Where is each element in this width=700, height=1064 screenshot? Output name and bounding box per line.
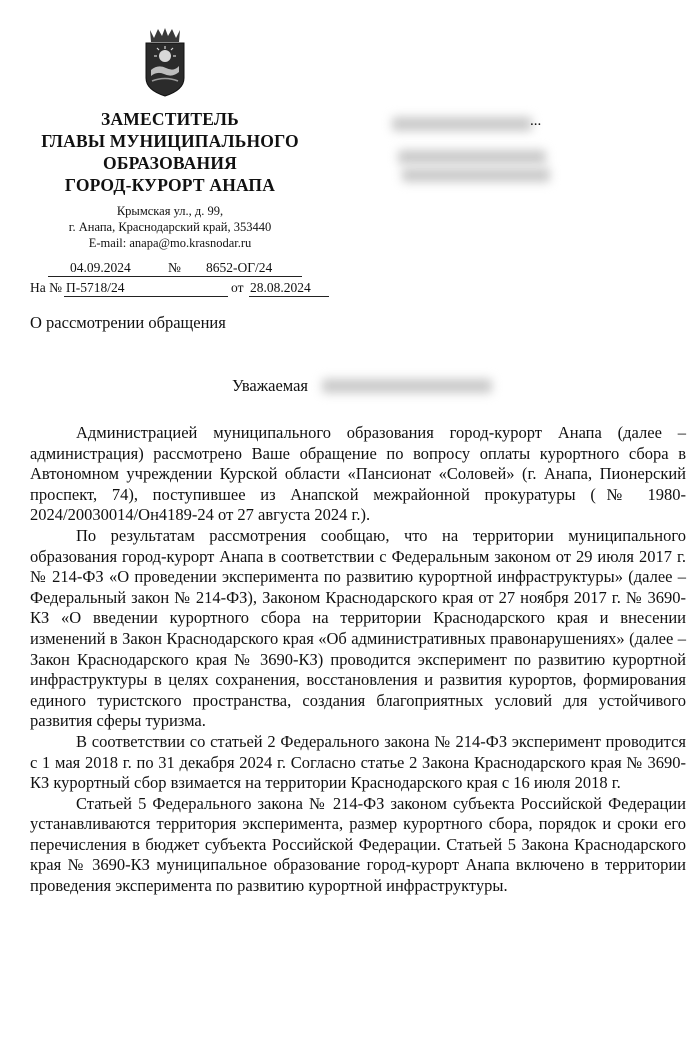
address-line: г. Анапа, Краснодарский край, 353440 xyxy=(68,220,272,234)
body-paragraph: Статьей 5 Федерального закона № 214-ФЗ законом субъекта Российской Федерации устанавливаются территория эксперимента, размер курортного сбора, порядок и сроки его перечисления в бюджет субъекта Российской Федерации. Статьей 5 Закона Краснодарского края № 3690-КЗ муниципальное образование город-курорт Анапа включено в территории проведения эксперимента по развитию курортной инфраструктуры. xyxy=(30,793,686,896)
letter-subject: О рассмотрении обращения xyxy=(30,313,226,332)
outgoing-number: 8652-ОГ/24 xyxy=(206,260,273,275)
title-line: ГОРОД-КУРОРТ АНАПА xyxy=(64,175,276,195)
redacted-recipient-line xyxy=(392,117,532,131)
title-line: ОБРАЗОВАНИЯ xyxy=(103,153,237,173)
letter-body xyxy=(30,423,686,897)
outgoing-date: 04.09.2024 xyxy=(70,260,131,275)
number-sign: № xyxy=(168,260,181,275)
recipient-ellipsis: ... xyxy=(530,113,542,129)
coat-of-arms-emblem xyxy=(142,26,188,100)
title-line: ЗАМЕСТИТЕЛЬ xyxy=(101,109,239,129)
reference-number: П-5718/24 xyxy=(66,280,125,295)
address-line: E-mail: anapa@mo.krasnodar.ru xyxy=(88,236,252,250)
redacted-recipient-address xyxy=(398,150,546,164)
title-line: ГЛАВЫ МУНИЦИПАЛЬНОГО xyxy=(41,131,299,151)
salutation: Уважаемая xyxy=(232,376,309,395)
body-paragraph: По результатам рассмотрения сообщаю, что на территории муниципального образования город-курорт Анапа в соответствии с Федеральным законом от 29 июля 2017 г. № 214-ФЗ «О проведении эксперимента по развитию курортной инфраструктуры» (далее – Федеральный закон № 214-ФЗ), Законом Краснодарского края от 27 ноября 2017 г. № 3690-КЗ «О введении курортного сбора на территории Краснодарского края и внесении изменений в Закон Краснодарского края «Об административных правонарушениях» (далее – Закон Краснодарского края № 3690-КЗ) проводится эксперимент по развитию курортной инфраструктуры в целях сохранения, восстановления и развития курортов, формирования единого туристского пространства, создания благоприятных условий для устойчивого развития сферы туризма. xyxy=(30,525,686,731)
organization-address xyxy=(10,203,330,251)
body-paragraph: В соответствии со статьей 2 Федерального закона № 214-ФЗ эксперимент проводится с 1 мая 2018 г. по 31 декабря 2024 г. Согласно статье 2 Закона Краснодарского края № 3690-КЗ курортный сбор взимается на территории Краснодарского края с 16 июля 2018 г. xyxy=(30,731,686,793)
redacted-recipient-name xyxy=(322,379,492,393)
address-line: Крымская ул., д. 99, xyxy=(116,204,224,218)
organization-title xyxy=(10,108,330,196)
body-paragraph: Администрацией муниципального образования город-курорт Анапа (далее – администрация) рассмотрено Ваше обращение по вопросу оплаты курортного сбора в Автономном учреждении Курской области «Пансионат «Соловей» (г. Анапа, Пионерский проспект, 74), поступившее из Анапской межрайонной прокуратуры (№ 1980-2024/20030014/Он4189-24 от 27 августа 2024 г.). xyxy=(30,423,686,525)
reference-label: На № xyxy=(30,280,62,295)
reference-date-label: от xyxy=(231,280,244,295)
reference-date: 28.08.2024 xyxy=(250,280,311,295)
redacted-recipient-address xyxy=(402,168,550,182)
